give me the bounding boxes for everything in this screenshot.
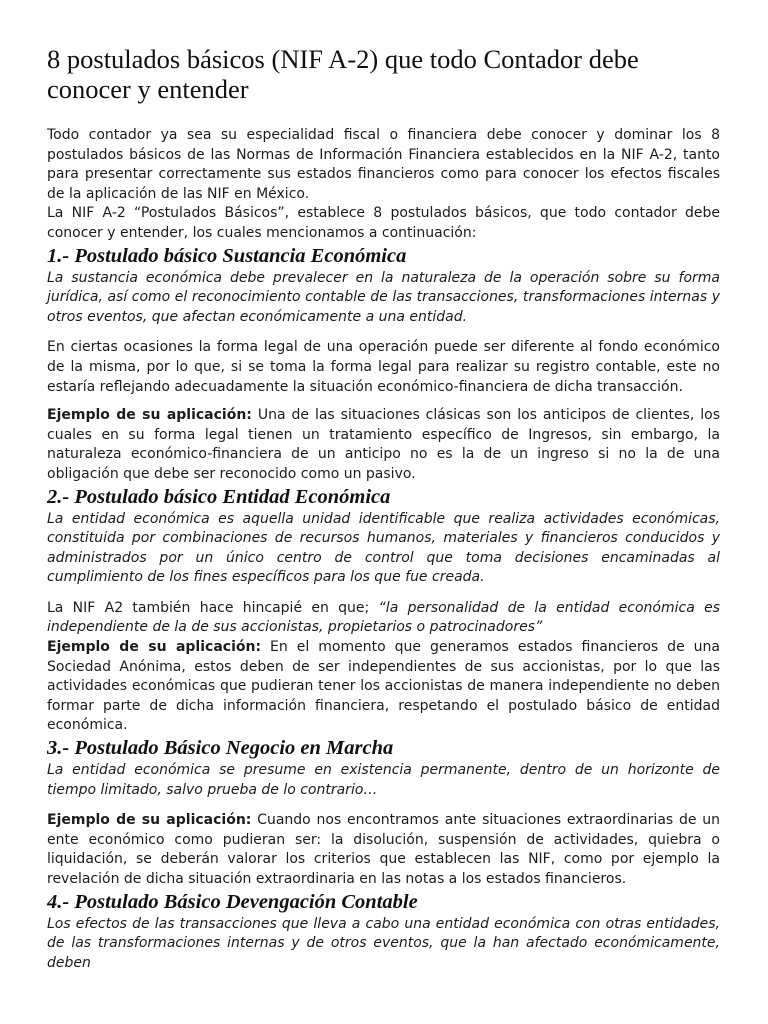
section-3-definition: La entidad económica se presume en existencia permanente, dentro de un horizonte de tiempo limitado, salvo prueba de lo contrario… bbox=[47, 762, 720, 798]
paragraph-quote: “la personalidad de la entidad económica es independiente de la de sus accionistas, propietarios o patrocinadores” bbox=[47, 599, 720, 636]
section-1-paragraph: En ciertas ocasiones la forma legal de una operación puede ser diferente al fondo económico de la misma, por lo que, si se toma la forma legal para realizar su registro contable, este no estaría reflejando adecuadamente la situación económico-financiera de dicha transacción. bbox=[47, 339, 720, 395]
section-4-definition: Los efectos de las transacciones que lleva a cabo una entidad económica con otras entidades, de las transformaciones internas y de otros eventos, que la han afectado económicamente, deben bbox=[47, 915, 720, 971]
section-1-definition: La sustancia económica debe prevalecer en la naturaleza de la operación sobre su forma jurídica, así como el reconocimiento contable de las transacciones, transformaciones internas y otros eventos, que afectan económicamente a una entidad. bbox=[47, 269, 720, 325]
section-2-definition: La entidad económica es aquella unidad identificable que realiza actividades económicas, constituida por combinaciones de recursos humanos, materiales y financieros conducidos y administrados por un único centro de control que toma decisiones encaminadas al cumplimiento de los fines específicos para los que fue creada. bbox=[47, 510, 720, 586]
example-label: Ejemplo de su aplicación: bbox=[47, 639, 262, 656]
section-3-example bbox=[47, 811, 720, 889]
section-2-example bbox=[47, 638, 720, 736]
section-3-heading: 3.- Postulado Básico Negocio en Marcha bbox=[47, 737, 394, 760]
intro-paragraph-1: Todo contador ya sea su especialidad fiscal o financiera debe conocer y dominar los 8 postulados básicos de las Normas de Información Financiera establecidos en la NIF A-2, tanto para presentar correctamente sus estados financieros como para conocer los efectos fiscales de la aplicación de las NIF en México. bbox=[47, 127, 720, 202]
example-text: Cuando nos encontramos ante situaciones extraordinarias de un ente económico como pudieran ser: la disolución, suspensión de actividades, quiebra o liquidación, se deberán valorar los criterios que establecen las NIF, como por ejemplo la revelación de dicha situación extraordinaria en las notas a los estados financieros. bbox=[47, 812, 720, 887]
section-4-heading: 4.- Postulado Básico Devengación Contable bbox=[47, 890, 418, 913]
document-title: 8 postulados básicos (NIF A-2) que todo Contador debe conocer y entender bbox=[47, 44, 639, 104]
section-2-heading: 2.- Postulado básico Entidad Económica bbox=[47, 485, 391, 508]
example-text: Una de las situaciones clásicas son los anticipos de clientes, los cuales en su forma legal tienen un tratamiento específico de Ingresos, sin embargo, la naturaleza económico-financiera de un anticipo no es la de un ingreso si no la de una obligación que debe ser reconocido como un pasivo. bbox=[47, 407, 720, 482]
section-2-paragraph bbox=[47, 599, 720, 638]
intro-paragraph-2: La NIF A-2 “Postulados Básicos”, establece 8 postulados básicos, que todo contador debe conocer y entender, los cuales mencionamos a continuación: bbox=[47, 205, 720, 241]
example-label: Ejemplo de su aplicación: bbox=[47, 812, 252, 829]
section-1-example bbox=[47, 406, 720, 484]
example-label: Ejemplo de su aplicación: bbox=[47, 407, 252, 424]
example-text: En el momento que generamos estados financieros de una Sociedad Anónima, estos deben de ser independientes de sus accionistas, por lo que las actividades económicas que pudieran tener los accionistas de manera independiente no deben formar parte de dicha información financiera, respetando el postulado básico de entidad económica. bbox=[47, 639, 721, 734]
paragraph-lead: La NIF A2 también hace hincapié en que; bbox=[47, 599, 379, 616]
section-1-heading: 1.- Postulado básico Sustancia Económica bbox=[47, 244, 407, 267]
